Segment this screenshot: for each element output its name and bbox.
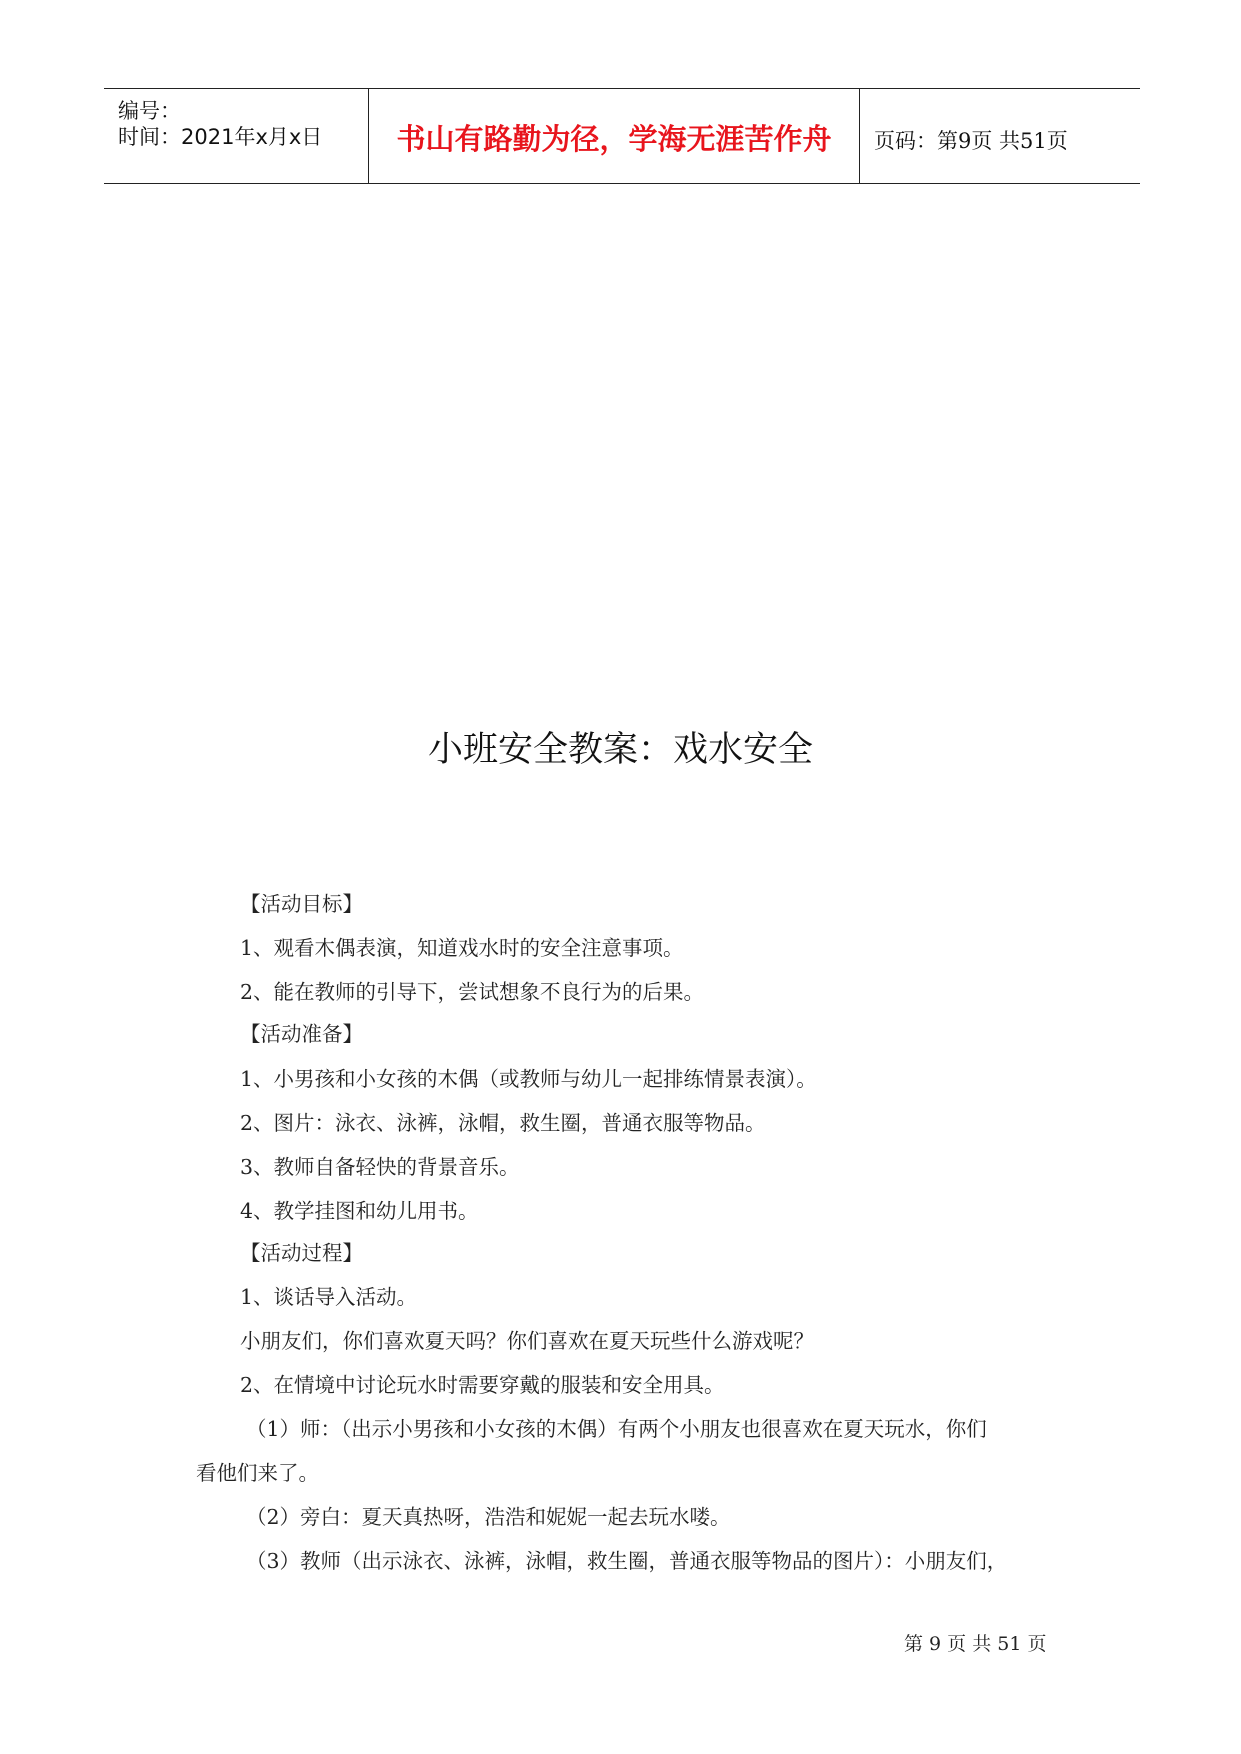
header-middle-cell [369,89,860,183]
body-paragraph: 1、小男孩和小女孩的木偶（或教师与幼儿一起排练情景表演）。 [240,1067,817,1091]
header-motto: 书山有路勤为径，学海无涯苦作舟 [396,122,832,156]
body-paragraph: 4、教学挂图和幼儿用书。 [240,1199,479,1223]
body-paragraph: 小朋友们，你们喜欢夏天吗？你们喜欢在夏天玩些什么游戏呢？ [240,1329,814,1353]
body-paragraph: 1、观看木偶表演，知道戏水时的安全注意事项。 [240,936,684,960]
body-paragraph: 看他们来了。 [196,1461,319,1485]
body-paragraph: 2、能在教师的引导下，尝试想象不良行为的后果。 [240,980,705,1004]
body-paragraph: （2）旁白：夏天真热呀，浩浩和妮妮一起去玩水喽。 [246,1505,731,1529]
header-page-number: 页码：第9页 共51页 [874,129,1068,153]
section-heading-preparation: 【活动准备】 [240,1022,363,1046]
body-paragraph: 2、在情境中讨论玩水时需要穿戴的服装和安全用具。 [240,1373,725,1397]
body-paragraph: 1、谈话导入活动。 [240,1285,418,1309]
document-title: 小班安全教案：戏水安全 [427,730,813,770]
body-paragraph: （3）教师（出示泳衣、泳裤，泳帽，救生圈，普通衣服等物品的图片）：小朋友们， [246,1549,1008,1573]
body-paragraph: 2、图片：泳衣、泳裤，泳帽，救生圈，普通衣服等物品。 [240,1111,766,1135]
document-number-label: 编号： [118,99,181,123]
page-header [104,88,1140,184]
header-right-cell [860,89,1140,183]
page-footer: 第 9 页 共 51 页 [904,1633,1047,1655]
body-paragraph: （1）师：（出示小男孩和小女孩的木偶）有两个小朋友也很喜欢在夏天玩水，你们 [246,1417,987,1441]
section-heading-goals: 【活动目标】 [240,892,363,916]
document-date-label: 时间：2021年x月x日 [118,125,323,149]
body-paragraph: 3、教师自备轻快的背景音乐。 [240,1155,520,1179]
header-left-cell [104,89,369,183]
section-heading-process: 【活动过程】 [240,1241,363,1265]
